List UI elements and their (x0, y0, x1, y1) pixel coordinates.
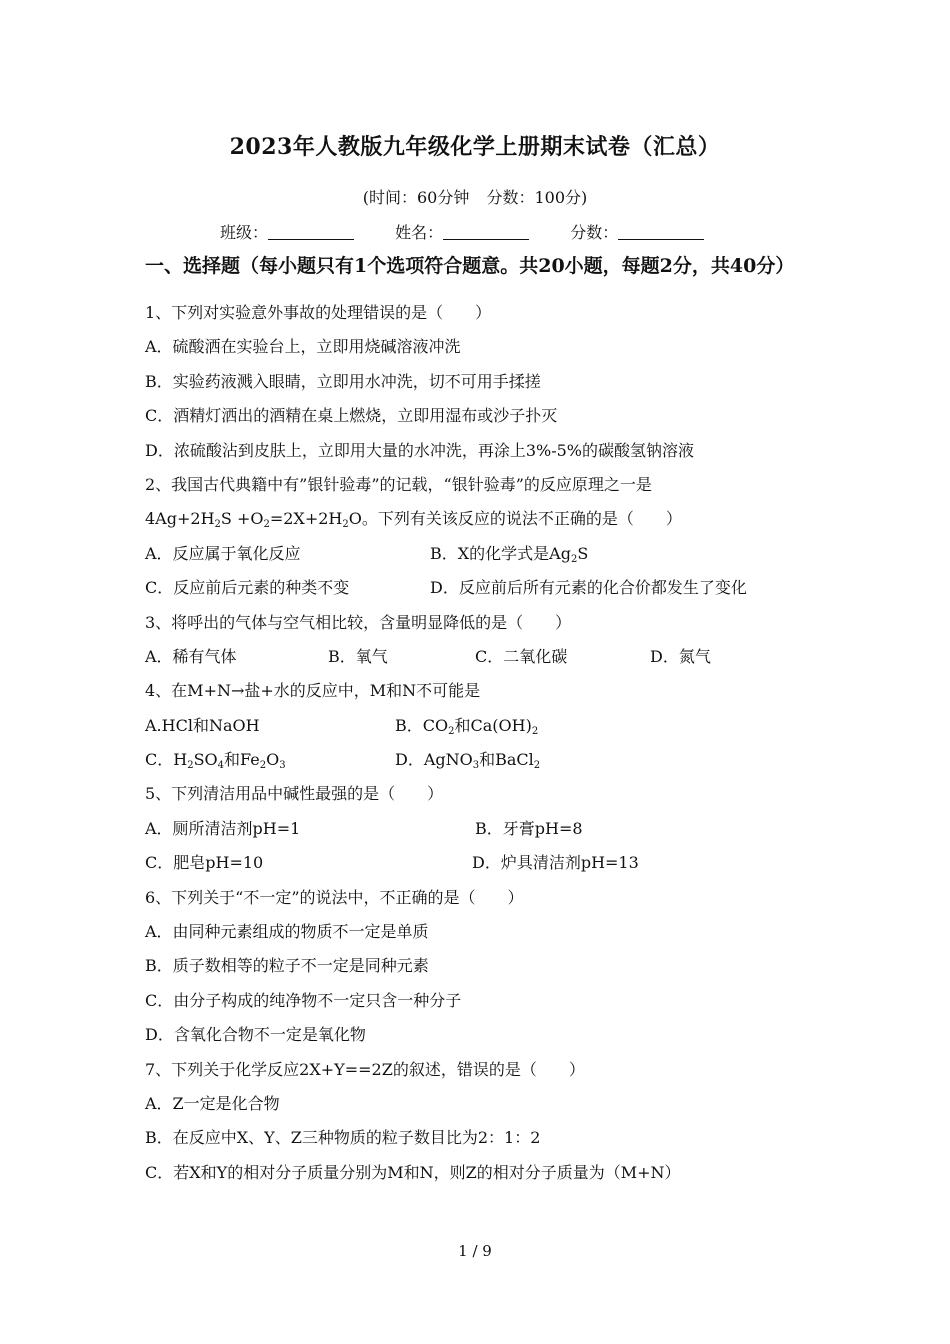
option: B．X的化学式是$Ag_2S$ (430, 543, 589, 565)
question-stem: 1、下列对实验意外事故的处理错误的是（ ） (145, 303, 492, 322)
option: D．浓硫酸沾到皮肤上，立即用大量的水冲洗，再涂上3%-5%的碳酸氢钠溶液 (145, 440, 695, 460)
option: D．氮气 (650, 646, 711, 666)
option: C．肥皂pH=10 (145, 853, 264, 873)
option: C．$H_2SO_4$和$Fe_2O_3$ (145, 750, 286, 772)
option: A．厕所清洁剂pH=1 (145, 818, 301, 838)
score-blank (618, 225, 704, 240)
question-stem: 4、在M+N→盐+水的反应中，M和N不可能是 (145, 681, 481, 701)
option: D．炉具清洁剂pH=13 (472, 853, 639, 873)
option: D．AgNO$_3$和BaCl$_2$ (395, 750, 541, 772)
question-stem-equation: $4Ag+2H_2S +O_2=2X+2H_2O$。下列有关该反应的说法不正确的是（ ） (145, 509, 682, 531)
option: D．反应前后所有元素的化合价都发生了变化 (430, 578, 747, 598)
option-row (145, 747, 825, 781)
time-limit: (时间：60分钟 (362, 188, 470, 207)
question-stem: 2、我国古代典籍中有”银针验毒”的记载，“银针验毒”的反应原理之一是 (145, 474, 652, 494)
question-stem: 3、将呼出的气体与空气相比较，含量明显降低的是（ ） (145, 612, 572, 632)
option: A．Z一定是化合物 (145, 1093, 280, 1113)
option: B．牙膏pH=8 (475, 818, 583, 838)
option: C．二氧化碳 (475, 646, 568, 666)
option: A.HCl和NaOH (145, 715, 260, 735)
option: B．质子数相等的粒子不一定是同种元素 (145, 956, 429, 976)
page-number: 1 / 9 (458, 1242, 492, 1260)
section-heading: 一、选择题（每小题只有1个选项符合题意。共20小题，每题2分，共40分） (145, 255, 795, 277)
student-info (220, 220, 740, 243)
option-row (145, 575, 825, 609)
class-blank (268, 225, 354, 240)
option: B．氧气 (328, 646, 388, 666)
option: A．由同种元素组成的物质不一定是单质 (145, 922, 429, 942)
option: C．酒精灯洒出的酒精在桌上燃烧，立即用湿布或沙子扑灭 (145, 406, 558, 426)
option-row (145, 541, 825, 575)
option: A．硫酸洒在实验台上，立即用烧碱溶液冲洗 (145, 337, 461, 357)
question-stem: 5、下列清洁用品中碱性最强的是（ ） (145, 784, 444, 804)
option: C．若X和Y的相对分子质量分别为M和N，则Z的相对分子质量为（M+N） (145, 1162, 681, 1182)
option: A．反应属于氧化反应 (145, 543, 301, 563)
option: B．在反应中X、Y、Z三种物质的粒子数目比为2：1：2 (145, 1128, 541, 1148)
option-row (145, 644, 825, 678)
score-label: 分数： (570, 223, 619, 242)
page-title: 2023年人教版九年级化学上册期末试卷（汇总） (229, 134, 721, 160)
option: B．$CO_2$和$Ca(OH)_2$ (395, 715, 539, 737)
option: A．稀有气体 (145, 646, 237, 666)
option-row (145, 850, 825, 884)
option: D．含氧化合物不一定是氧化物 (145, 1025, 366, 1045)
option-row (145, 713, 825, 747)
name-blank (443, 225, 529, 240)
total-score: 分数：100分) (486, 188, 588, 207)
option: C．由分子构成的纯净物不一定只含一种分子 (145, 990, 462, 1010)
question-list (145, 300, 825, 1194)
option: C．反应前后元素的种类不变 (145, 578, 350, 598)
question-stem: 6、下列关于“不一定”的说法中，不正确的是（ ） (145, 887, 524, 907)
exam-meta (0, 185, 950, 208)
class-label: 班级： (220, 223, 269, 242)
option: B．实验药液溅入眼睛，立即用水冲洗，切不可用手揉搓 (145, 371, 541, 391)
question-stem: 7、下列关于化学反应2X+Y==2Z的叙述，错误的是（ ） (145, 1059, 585, 1079)
name-label: 姓名： (395, 223, 444, 242)
option-row (145, 816, 825, 850)
